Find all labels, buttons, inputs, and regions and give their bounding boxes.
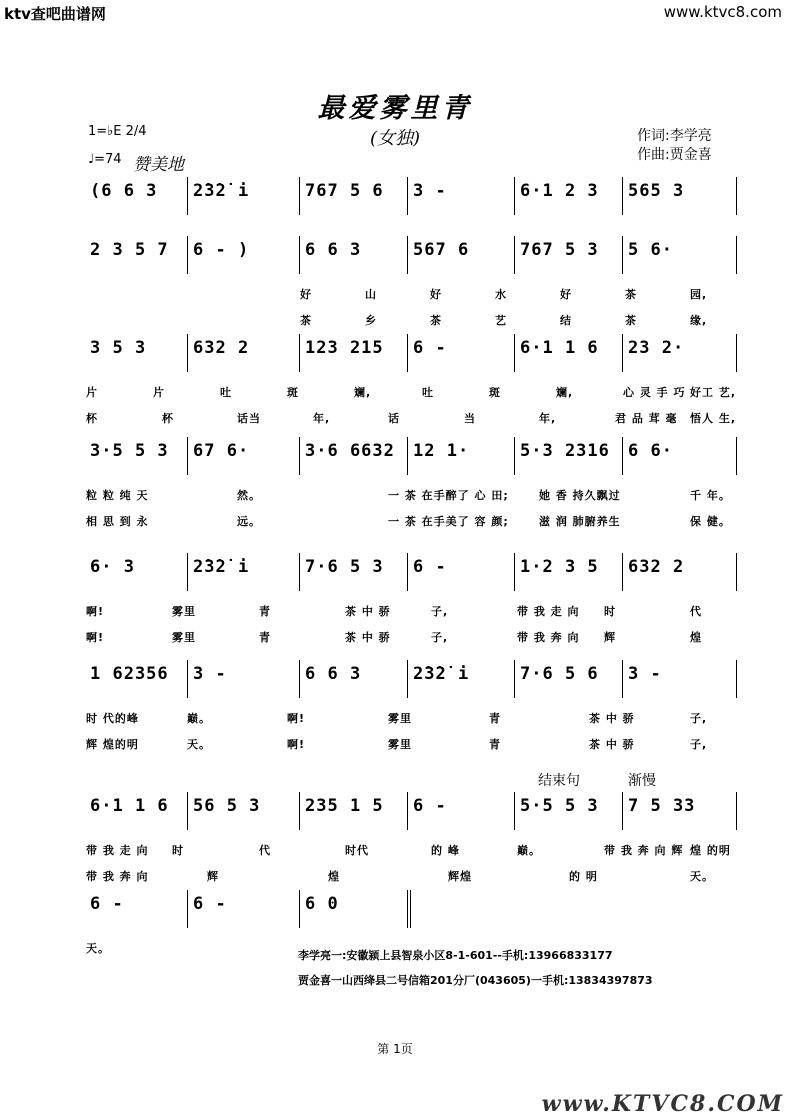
measure-notes: 6· 3	[90, 557, 135, 577]
measure-notes: 6 0	[305, 894, 339, 914]
bar-line	[410, 890, 411, 928]
lyric-syllable: 子,	[431, 631, 449, 644]
lyric-syllable: 带 我 走 向	[86, 844, 149, 857]
music-system	[84, 334, 740, 372]
song-title: 最爱雾里青	[317, 93, 473, 124]
tempo-marking: ♩=74	[88, 152, 122, 167]
lyric-syllable: 然。	[237, 489, 261, 502]
lyric-syllable: 乡	[365, 314, 377, 327]
bar-line	[514, 553, 515, 591]
measure-notes: 6 - )	[193, 240, 250, 260]
bar-line	[407, 437, 408, 475]
measure-notes: 235 1 5	[305, 796, 384, 816]
lyric-syllable: 茶	[625, 314, 637, 327]
lyric-syllable: 年,	[313, 412, 331, 425]
measure-notes: 2̇3̇2̇ i	[193, 557, 250, 577]
lyric-syllable: 君 品 茸 毫	[615, 412, 678, 425]
bar-line	[514, 236, 515, 274]
measure-notes: 632 2	[628, 557, 685, 577]
lyric-syllable: 斑	[489, 386, 501, 399]
bar-line	[514, 437, 515, 475]
performance-direction: 渐慢	[628, 773, 656, 789]
lyric-syllable: 缘,	[690, 314, 708, 327]
lyric-syllable: 青	[259, 605, 271, 618]
bar-line	[622, 177, 623, 215]
bar-line	[407, 553, 408, 591]
measure-notes: 6 6·	[628, 441, 673, 461]
lyric-syllable: 园,	[690, 288, 708, 301]
lyric-syllable: 雾里	[388, 738, 412, 751]
bar-line	[407, 792, 408, 830]
watermark-top-left: ktv查吧曲谱网	[4, 5, 106, 23]
lyric-syllable: 天。	[187, 738, 211, 751]
lyric-syllable: 斓,	[556, 386, 574, 399]
measure-notes: 6 -	[413, 557, 447, 577]
measure-notes: 3 -	[193, 664, 227, 684]
lyric-syllable: 茶	[300, 314, 312, 327]
lyric-syllable: 片	[153, 386, 165, 399]
lyric-syllable: 的 峰	[431, 844, 460, 857]
measure-notes: 2 3 5 7	[90, 240, 169, 260]
lyric-syllable: 好	[430, 288, 442, 301]
bar-line	[622, 334, 623, 372]
lyric-syllable: 天。	[86, 942, 110, 955]
music-system	[84, 660, 740, 698]
lyric-syllable: 青	[489, 738, 501, 751]
composer-contact: 贾金喜一山西绛县二号信箱201分厂(043605)一手机:13834397873	[298, 974, 653, 987]
lyric-syllable: 子,	[690, 738, 708, 751]
measure-notes: 6 6 3	[305, 664, 362, 684]
lyric-syllable: 时代	[345, 844, 369, 857]
measure-notes: 1 62356	[90, 664, 169, 684]
credits	[637, 127, 712, 165]
lyric-syllable: 一 茶 在手美了 容 颜;	[388, 515, 509, 528]
bar-line	[187, 334, 188, 372]
measure-notes: 23 2·	[628, 338, 685, 358]
lyric-syllable: 代	[690, 605, 702, 618]
bar-line	[514, 177, 515, 215]
bar-line	[187, 890, 188, 928]
measure-notes: 6 -	[90, 894, 124, 914]
lyric-syllable: 带 我 走 向	[517, 605, 580, 618]
lyric-syllable: 当	[464, 412, 476, 425]
lyric-syllable: 时 代的峰	[86, 712, 139, 725]
measure-notes: 2̇3̇2̇ i	[413, 664, 470, 684]
lyric-syllable: 话当	[237, 412, 261, 425]
bar-line	[736, 236, 737, 274]
lyric-syllable: 雾里	[388, 712, 412, 725]
lyric-syllable: 山	[365, 288, 377, 301]
bar-line	[187, 177, 188, 215]
lyric-syllable: 她 香 持久飘过	[539, 489, 621, 502]
bar-line	[299, 334, 300, 372]
bar-line	[622, 553, 623, 591]
measure-notes: 6·1 1 6	[520, 338, 599, 358]
bar-line	[187, 792, 188, 830]
music-system	[84, 437, 740, 475]
measure-notes: 5 6·	[628, 240, 673, 260]
lyric-syllable: 辉	[604, 631, 616, 644]
music-system	[84, 890, 740, 928]
measure-notes: 5·3 2316	[520, 441, 610, 461]
bar-line	[514, 660, 515, 698]
measure-notes: 3·6 6632	[305, 441, 395, 461]
lyric-syllable: 年,	[539, 412, 557, 425]
lyric-syllable: 子,	[690, 712, 708, 725]
lyric-syllable: 好	[300, 288, 312, 301]
lyric-syllable: 好	[560, 288, 572, 301]
lyric-syllable: 雾里	[172, 631, 196, 644]
lyric-syllable: 的 明	[569, 870, 598, 883]
bar-line	[299, 792, 300, 830]
lyric-syllable: 远。	[237, 515, 261, 528]
measure-notes: 2̇3̇2̇ i	[193, 181, 250, 201]
bar-line	[736, 553, 737, 591]
lyric-syllable: 啊!	[86, 631, 105, 644]
bar-line	[514, 792, 515, 830]
measure-notes: 12 1·	[413, 441, 470, 461]
lyric-syllable: 青	[489, 712, 501, 725]
lyric-syllable: 茶 中 骄	[589, 738, 635, 751]
measure-notes: 56 5 3	[193, 796, 261, 816]
bar-line	[736, 177, 737, 215]
lyric-syllable: 青	[259, 631, 271, 644]
measure-notes: 6 -	[193, 894, 227, 914]
lyric-syllable: 好工 艺,	[690, 386, 737, 399]
lyric-syllable: 时	[604, 605, 616, 618]
lyric-syllable: 巅。	[517, 844, 541, 857]
measure-notes: 7·6 5 6	[520, 664, 599, 684]
lyric-syllable: 时	[172, 844, 184, 857]
composer-credit: 作曲:贾金喜	[637, 147, 712, 163]
measure-notes: 6 -	[413, 796, 447, 816]
lyric-syllable: 雾里	[172, 605, 196, 618]
measure-notes: 767 5 6	[305, 181, 384, 201]
lyric-syllable: 杯	[162, 412, 174, 425]
lyric-syllable: 带 我 奔 向 辉	[604, 844, 684, 857]
bar-line	[736, 660, 737, 698]
measure-notes: 7·6 5 3	[305, 557, 384, 577]
lyric-syllable: 辉	[207, 870, 219, 883]
bar-line	[736, 437, 737, 475]
music-system	[84, 177, 740, 215]
bar-line	[407, 236, 408, 274]
lyric-syllable: 心 灵 手 巧	[623, 386, 686, 399]
bar-line	[187, 660, 188, 698]
lyric-syllable: 斑	[287, 386, 299, 399]
lyric-syllable: 相 思 到 永	[86, 515, 149, 528]
lyric-syllable: 茶 中 骄	[345, 631, 391, 644]
lyric-syllable: 巅。	[187, 712, 211, 725]
key-signature: 1=♭E 2/4	[88, 124, 147, 139]
lyric-syllable: 茶	[625, 288, 637, 301]
bar-line	[514, 334, 515, 372]
lyric-syllable: 杯	[86, 412, 98, 425]
lyric-syllable: 粒 粒 纯 天	[86, 489, 149, 502]
bar-line	[407, 890, 408, 928]
bar-line	[736, 334, 737, 372]
bar-line	[407, 177, 408, 215]
bar-line	[299, 177, 300, 215]
watermark-bottom: www.KTVC8.COM	[541, 1091, 784, 1117]
lyric-syllable: 啊!	[287, 738, 306, 751]
page-number: 第 1页	[377, 1042, 413, 1056]
lyric-syllable: 辉煌	[448, 870, 472, 883]
music-system	[84, 553, 740, 591]
bar-line	[622, 660, 623, 698]
measure-notes: 6 6 3	[305, 240, 362, 260]
measure-notes: (6 6 3	[90, 181, 158, 201]
lyric-syllable: 一 茶 在手醉了 心 田;	[388, 489, 509, 502]
bar-line	[736, 792, 737, 830]
measure-notes: 3 -	[413, 181, 447, 201]
lyric-syllable: 啊!	[287, 712, 306, 725]
lyric-syllable: 煌 的明	[690, 844, 731, 857]
music-system	[84, 236, 740, 274]
bar-line	[187, 437, 188, 475]
lyric-syllable: 辉 煌的明	[86, 738, 139, 751]
lyric-syllable: 千 年。	[690, 489, 731, 502]
measure-notes: 5·5 5 3	[520, 796, 599, 816]
lyric-syllable: 悟人 生,	[690, 412, 737, 425]
lyric-syllable: 结	[560, 314, 572, 327]
lyric-syllable: 子,	[431, 605, 449, 618]
measure-notes: 565 3	[628, 181, 685, 201]
bar-line	[622, 437, 623, 475]
lyric-syllable: 保 健。	[690, 515, 731, 528]
lyric-syllable: 茶 中 骄	[589, 712, 635, 725]
lyric-syllable: 煌	[328, 870, 340, 883]
lyric-syllable: 斓,	[354, 386, 372, 399]
lyric-syllable: 煌	[690, 631, 702, 644]
measure-notes: 6·1 1 6	[90, 796, 169, 816]
measure-notes: 567 6	[413, 240, 470, 260]
lyric-syllable: 艺	[495, 314, 507, 327]
bar-line	[407, 660, 408, 698]
measure-notes: 6·1 2 3	[520, 181, 599, 201]
lyric-syllable: 吐	[220, 386, 232, 399]
lyric-syllable: 天。	[690, 870, 714, 883]
measure-notes: 632 2	[193, 338, 250, 358]
measure-notes: 3·5 5 3	[90, 441, 169, 461]
bar-line	[622, 236, 623, 274]
measure-notes: 3 5 3	[90, 338, 147, 358]
lyric-syllable: 话	[388, 412, 400, 425]
bar-line	[299, 437, 300, 475]
measure-notes: 7 5 33	[628, 796, 696, 816]
measure-notes: 767 5 3	[520, 240, 599, 260]
song-subtitle: (女独)	[369, 128, 421, 149]
lyric-syllable: 茶 中 骄	[345, 605, 391, 618]
lyric-syllable: 水	[495, 288, 507, 301]
bar-line	[299, 660, 300, 698]
measure-notes: 6 -	[413, 338, 447, 358]
music-system	[84, 792, 740, 830]
measure-notes: 123 215	[305, 338, 384, 358]
bar-line	[187, 236, 188, 274]
measure-notes: 3 -	[628, 664, 662, 684]
lyric-syllable: 代	[259, 844, 271, 857]
performance-direction: 结束句	[538, 773, 580, 789]
lyric-syllable: 滋 润 肺腑养生	[539, 515, 621, 528]
bar-line	[622, 792, 623, 830]
watermark-top-right: www.ktvc8.com	[663, 3, 782, 21]
bar-line	[299, 553, 300, 591]
measure-notes: 1·2 3 5	[520, 557, 599, 577]
bar-line	[187, 553, 188, 591]
expression-marking: 赞美地	[133, 155, 184, 175]
lyricist-credit: 作词:李学亮	[637, 128, 712, 144]
lyricist-contact: 李学亮一:安徽颍上县智泉小区8-1-601--手机:13966833177	[298, 949, 613, 962]
bar-line	[407, 334, 408, 372]
lyric-syllable: 片	[86, 386, 98, 399]
lyric-syllable: 茶	[430, 314, 442, 327]
lyric-syllable: 带 我 奔 向	[517, 631, 580, 644]
bar-line	[299, 236, 300, 274]
measure-notes: 67 6·	[193, 441, 250, 461]
lyric-syllable: 带 我 奔 向	[86, 870, 149, 883]
lyric-syllable: 吐	[422, 386, 434, 399]
bar-line	[299, 890, 300, 928]
lyric-syllable: 啊!	[86, 605, 105, 618]
